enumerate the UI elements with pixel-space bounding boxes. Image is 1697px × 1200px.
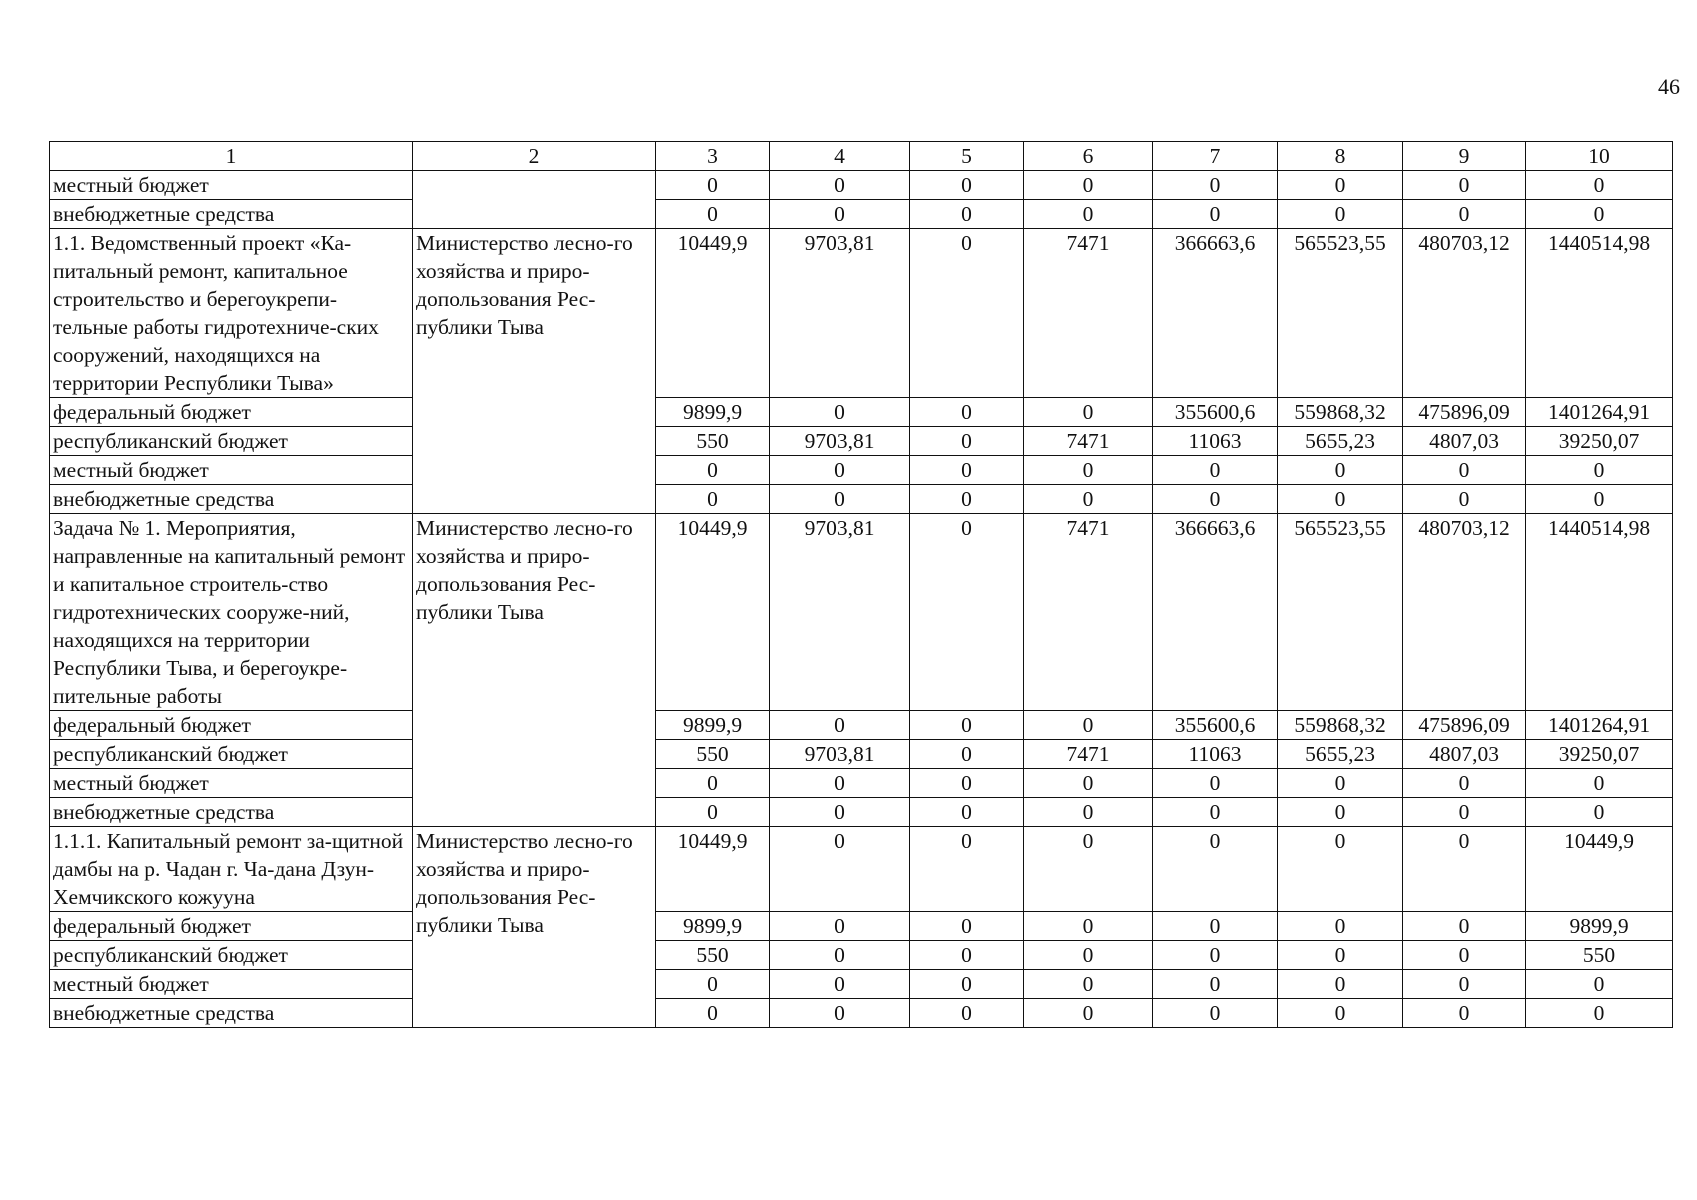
table-row [50,941,1673,970]
value-cell: 0 [1403,456,1526,485]
value-cell: 0 [910,970,1024,999]
table-row [50,912,1673,941]
value-cell: 0 [770,912,910,941]
value-cell: 0 [1526,171,1673,200]
value-cell: 0 [910,999,1024,1028]
value-cell: 0 [1278,941,1403,970]
value-cell: 11063 [1153,740,1278,769]
value-cell: 0 [910,941,1024,970]
value-cell: 0 [770,171,910,200]
table-row [50,200,1673,229]
row-label: внебюджетные средства [50,798,413,827]
row-label: местный бюджет [50,456,413,485]
value-cell: 9703,81 [770,740,910,769]
row-label: местный бюджет [50,769,413,798]
value-cell: 0 [1278,200,1403,229]
value-cell: 0 [1278,798,1403,827]
value-cell: 0 [1153,769,1278,798]
table-row [50,427,1673,456]
value-cell: 366663,6 [1153,514,1278,711]
row-label: местный бюджет [50,970,413,999]
value-cell: 0 [910,827,1024,912]
table-row [50,740,1673,769]
value-cell: 4807,03 [1403,427,1526,456]
value-cell: 0 [1526,485,1673,514]
responsible-executor: Министерство лесно-го хозяйства и приро-допользования Рес-публики Тыва [413,514,656,827]
value-cell: 559868,32 [1278,398,1403,427]
table-row [50,769,1673,798]
value-cell: 475896,09 [1403,711,1526,740]
value-cell: 550 [1526,941,1673,970]
row-label: внебюджетные средства [50,200,413,229]
value-cell: 1440514,98 [1526,229,1673,398]
header-cell: 8 [1278,142,1403,171]
value-cell: 0 [656,171,770,200]
value-cell: 0 [1153,200,1278,229]
value-cell: 10449,9 [656,827,770,912]
value-cell: 0 [770,827,910,912]
value-cell: 0 [1403,970,1526,999]
value-cell: 0 [1024,200,1153,229]
value-cell: 0 [656,970,770,999]
value-cell: 0 [910,200,1024,229]
value-cell: 39250,07 [1526,740,1673,769]
value-cell: 0 [1526,798,1673,827]
section-row [50,514,1673,711]
value-cell: 9899,9 [656,711,770,740]
value-cell: 0 [1024,711,1153,740]
value-cell: 5655,23 [1278,740,1403,769]
row-label: федеральный бюджет [50,912,413,941]
row-label: 1.1.1. Капитальный ремонт за-щитной дамбы на р. Чадан г. Ча-дана Дзун-Хемчикского кожууна [50,827,413,912]
value-cell: 550 [656,740,770,769]
responsible-executor: Министерство лесно-го хозяйства и приро-допользования Рес-публики Тыва [413,229,656,514]
value-cell: 0 [1153,912,1278,941]
value-cell: 0 [1526,970,1673,999]
value-cell: 0 [1278,171,1403,200]
header-cell: 2 [413,142,656,171]
value-cell: 0 [910,711,1024,740]
value-cell: 9703,81 [770,229,910,398]
value-cell: 9899,9 [656,398,770,427]
value-cell: 11063 [1153,427,1278,456]
header-cell: 3 [656,142,770,171]
table-header-row [50,142,1673,171]
row-label: внебюджетные средства [50,999,413,1028]
header-cell: 9 [1403,142,1526,171]
value-cell: 0 [1278,970,1403,999]
value-cell: 0 [1403,485,1526,514]
row-label: республиканский бюджет [50,427,413,456]
row-label: внебюджетные средства [50,485,413,514]
value-cell: 9703,81 [770,427,910,456]
value-cell: 7471 [1024,427,1153,456]
value-cell: 5655,23 [1278,427,1403,456]
value-cell: 0 [1403,200,1526,229]
value-cell: 0 [1153,171,1278,200]
value-cell: 565523,55 [1278,229,1403,398]
value-cell: 0 [1024,798,1153,827]
value-cell: 355600,6 [1153,398,1278,427]
value-cell: 0 [1403,941,1526,970]
value-cell: 550 [656,427,770,456]
row-label: федеральный бюджет [50,711,413,740]
value-cell: 7471 [1024,229,1153,398]
value-cell: 1401264,91 [1526,711,1673,740]
value-cell: 0 [1278,456,1403,485]
table-row [50,711,1673,740]
value-cell: 0 [1526,456,1673,485]
value-cell: 0 [770,485,910,514]
value-cell: 0 [910,427,1024,456]
value-cell: 0 [1526,200,1673,229]
value-cell: 1440514,98 [1526,514,1673,711]
value-cell: 366663,6 [1153,229,1278,398]
value-cell: 0 [656,200,770,229]
value-cell: 0 [1153,999,1278,1028]
row-label: республиканский бюджет [50,740,413,769]
value-cell: 0 [1024,827,1153,912]
value-cell: 0 [1024,485,1153,514]
value-cell: 0 [1278,769,1403,798]
value-cell: 10449,9 [1526,827,1673,912]
value-cell: 7471 [1024,514,1153,711]
value-cell: 0 [1278,485,1403,514]
value-cell: 0 [1024,769,1153,798]
value-cell: 0 [1024,941,1153,970]
value-cell: 0 [910,485,1024,514]
header-cell: 6 [1024,142,1153,171]
value-cell: 480703,12 [1403,229,1526,398]
value-cell: 355600,6 [1153,711,1278,740]
value-cell: 559868,32 [1278,711,1403,740]
table-row [50,171,1673,200]
value-cell: 0 [770,398,910,427]
row-label: местный бюджет [50,171,413,200]
value-cell: 0 [1526,769,1673,798]
value-cell: 0 [910,912,1024,941]
header-cell: 10 [1526,142,1673,171]
page-number: 46 [1658,74,1680,99]
value-cell: 0 [1278,999,1403,1028]
row-label: федеральный бюджет [50,398,413,427]
value-cell: 0 [1278,912,1403,941]
header-cell: 7 [1153,142,1278,171]
table-row [50,398,1673,427]
value-cell: 0 [1024,456,1153,485]
value-cell: 0 [1153,456,1278,485]
value-cell: 0 [1153,827,1278,912]
value-cell: 0 [1403,798,1526,827]
value-cell: 10449,9 [656,514,770,711]
row-label: республиканский бюджет [50,941,413,970]
table-row [50,970,1673,999]
value-cell: 0 [1153,970,1278,999]
value-cell: 0 [910,514,1024,711]
value-cell: 0 [770,999,910,1028]
header-cell: 4 [770,142,910,171]
responsible-executor [413,171,656,229]
value-cell: 0 [910,798,1024,827]
value-cell: 0 [770,941,910,970]
value-cell: 7471 [1024,740,1153,769]
budget-table [49,141,1673,1028]
row-label: 1.1. Ведомственный проект «Ка-питальный ремонт, капитальное строительство и берегоукрепи-тельные работы гидротехниче-ских сооружений, находящихся на территории Республики Тыва» [50,229,413,398]
value-cell: 0 [1024,912,1153,941]
section-row [50,827,1673,912]
table-row [50,456,1673,485]
value-cell: 0 [1403,769,1526,798]
value-cell: 0 [910,229,1024,398]
value-cell: 0 [1024,398,1153,427]
value-cell: 0 [770,200,910,229]
value-cell: 0 [656,456,770,485]
header-cell: 1 [50,142,413,171]
table-row [50,485,1673,514]
value-cell: 565523,55 [1278,514,1403,711]
value-cell: 0 [656,999,770,1028]
value-cell: 1401264,91 [1526,398,1673,427]
table-body [50,142,1673,1028]
value-cell: 0 [656,798,770,827]
row-label: Задача № 1. Мероприятия, направленные на капитальный ремонт и капитальное строитель-ство гидротехнических сооруже-ний, находящихся на территории Республики Тыва, и берегоукре-пительные работы [50,514,413,711]
value-cell: 0 [1278,827,1403,912]
value-cell: 0 [770,798,910,827]
header-cell: 5 [910,142,1024,171]
responsible-executor: Министерство лесно-го хозяйства и приро-допользования Рес-публики Тыва [413,827,656,1028]
value-cell: 10449,9 [656,229,770,398]
table-row [50,999,1673,1028]
value-cell: 0 [1403,827,1526,912]
value-cell: 0 [770,711,910,740]
value-cell: 0 [656,769,770,798]
value-cell: 0 [1153,941,1278,970]
value-cell: 0 [910,398,1024,427]
value-cell: 9899,9 [1526,912,1673,941]
section-row [50,229,1673,398]
value-cell: 9703,81 [770,514,910,711]
value-cell: 0 [1024,970,1153,999]
value-cell: 0 [1153,485,1278,514]
value-cell: 0 [770,970,910,999]
value-cell: 0 [1403,999,1526,1028]
value-cell: 0 [656,485,770,514]
value-cell: 0 [770,456,910,485]
value-cell: 4807,03 [1403,740,1526,769]
value-cell: 0 [770,769,910,798]
value-cell: 0 [910,740,1024,769]
value-cell: 39250,07 [1526,427,1673,456]
value-cell: 0 [910,456,1024,485]
value-cell: 0 [1526,999,1673,1028]
value-cell: 0 [1024,999,1153,1028]
value-cell: 0 [910,769,1024,798]
value-cell: 0 [1403,171,1526,200]
value-cell: 9899,9 [656,912,770,941]
value-cell: 0 [1024,171,1153,200]
value-cell: 0 [1153,798,1278,827]
table-row [50,798,1673,827]
value-cell: 0 [1403,912,1526,941]
value-cell: 0 [910,171,1024,200]
value-cell: 480703,12 [1403,514,1526,711]
value-cell: 475896,09 [1403,398,1526,427]
value-cell: 550 [656,941,770,970]
